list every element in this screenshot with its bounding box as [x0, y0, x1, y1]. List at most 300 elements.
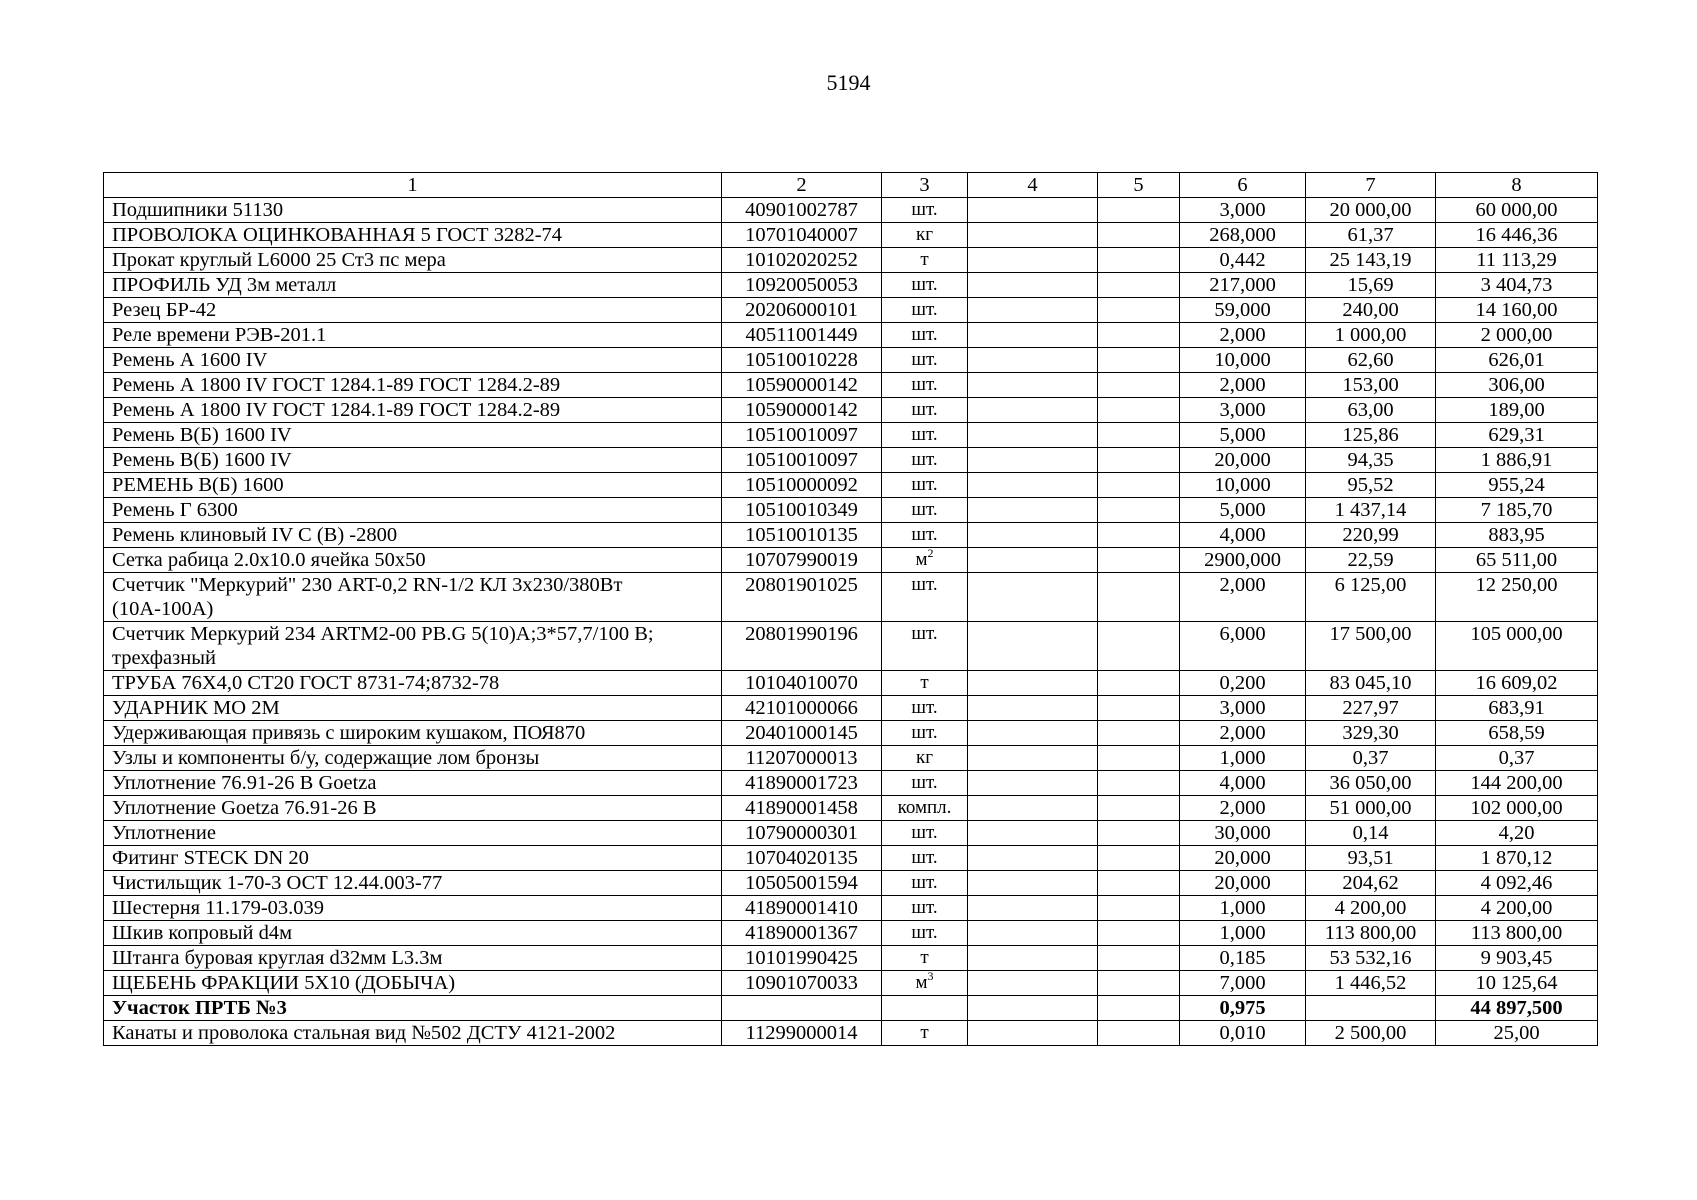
table-row [104, 796, 1598, 821]
column-header-6: 6 [1180, 173, 1306, 198]
item-col-5 [1098, 696, 1180, 721]
unit-base: м [915, 549, 928, 570]
item-sum: 955,24 [1436, 473, 1598, 498]
item-code: 20401000145 [722, 721, 882, 746]
item-name: Прокат круглый L6000 25 Ст3 пс мера [104, 248, 722, 273]
section-total-row [104, 996, 1598, 1021]
item-col-5 [1098, 398, 1180, 423]
table-row [104, 523, 1598, 548]
item-sum: 60 000,00 [1436, 198, 1598, 223]
item-quantity: 20,000 [1180, 448, 1306, 473]
item-sum: 102 000,00 [1436, 796, 1598, 821]
item-quantity: 0,010 [1180, 1021, 1306, 1046]
column-header-2: 2 [722, 173, 882, 198]
item-quantity: 20,000 [1180, 846, 1306, 871]
item-col-4 [968, 398, 1098, 423]
table-row [104, 323, 1598, 348]
item-code: 41890001458 [722, 796, 882, 821]
item-col-4 [968, 622, 1098, 671]
item-col-5 [1098, 323, 1180, 348]
item-sum: 10 125,64 [1436, 971, 1598, 996]
item-name: Резец БР-42 [104, 298, 722, 323]
item-price: 62,60 [1306, 348, 1436, 373]
items-table [103, 172, 1598, 1046]
item-quantity: 20,000 [1180, 871, 1306, 896]
item-price: 2 500,00 [1306, 1021, 1436, 1046]
item-col-4 [968, 348, 1098, 373]
item-code: 41890001723 [722, 771, 882, 796]
item-sum: 105 000,00 [1436, 622, 1598, 671]
item-col-5 [1098, 921, 1180, 946]
table-row [104, 771, 1598, 796]
item-col-4 [968, 871, 1098, 896]
item-name: Ремень В(Б) 1600 IV [104, 448, 722, 473]
item-price: 153,00 [1306, 373, 1436, 398]
item-code: 41890001367 [722, 921, 882, 946]
item-col-5 [1098, 846, 1180, 871]
item-price: 1 437,14 [1306, 498, 1436, 523]
item-sum: 144 200,00 [1436, 771, 1598, 796]
table-row [104, 821, 1598, 846]
item-col-4 [968, 921, 1098, 946]
item-code: 10510010135 [722, 523, 882, 548]
item-sum: 2 000,00 [1436, 323, 1598, 348]
item-unit: т [882, 248, 968, 273]
item-name: ПРОВОЛОКА ОЦИНКОВАННАЯ 5 ГОСТ 3282-74 [104, 223, 722, 248]
item-col-4 [968, 671, 1098, 696]
item-price: 1 000,00 [1306, 323, 1436, 348]
item-quantity: 5,000 [1180, 498, 1306, 523]
item-code: 20801990196 [722, 622, 882, 671]
item-price: 61,37 [1306, 223, 1436, 248]
item-price: 204,62 [1306, 871, 1436, 896]
item-unit: кг [882, 746, 968, 771]
item-col-5 [1098, 273, 1180, 298]
column-header-7: 7 [1306, 173, 1436, 198]
item-unit: шт. [882, 896, 968, 921]
table-row [104, 273, 1598, 298]
item-col-4 [968, 746, 1098, 771]
item-quantity: 268,000 [1180, 223, 1306, 248]
item-quantity: 3,000 [1180, 398, 1306, 423]
item-price: 93,51 [1306, 846, 1436, 871]
item-quantity: 1,000 [1180, 921, 1306, 946]
item-code: 10590000142 [722, 398, 882, 423]
item-name: Канаты и проволока стальная вид №502 ДСТУ 4121-2002 [104, 1021, 722, 1046]
item-price: 6 125,00 [1306, 573, 1436, 622]
item-sum: 1 870,12 [1436, 846, 1598, 871]
table-row [104, 298, 1598, 323]
item-col-5 [1098, 523, 1180, 548]
item-price: 51 000,00 [1306, 796, 1436, 821]
unit-exponent: 2 [927, 547, 934, 560]
item-price: 53 532,16 [1306, 946, 1436, 971]
item-name: Ремень А 1800 IV ГОСТ 1284.1-89 ГОСТ 1284.2-89 [104, 398, 722, 423]
item-col-5 [1098, 946, 1180, 971]
item-col-4 [968, 573, 1098, 622]
item-code: 10920050053 [722, 273, 882, 298]
item-name: Ремень Г 6300 [104, 498, 722, 523]
item-sum: 12 250,00 [1436, 573, 1598, 622]
item-code: 11299000014 [722, 1021, 882, 1046]
item-sum: 1 886,91 [1436, 448, 1598, 473]
item-name: Уплотнение 76.91-26 B Goetza [104, 771, 722, 796]
table-row [104, 548, 1598, 573]
item-quantity: 30,000 [1180, 821, 1306, 846]
item-quantity: 0,185 [1180, 946, 1306, 971]
item-quantity: 6,000 [1180, 622, 1306, 671]
item-name: Ремень А 1600 IV [104, 348, 722, 373]
item-code: 10701040007 [722, 223, 882, 248]
item-col-4 [968, 896, 1098, 921]
item-col-4 [968, 548, 1098, 573]
item-price: 125,86 [1306, 423, 1436, 448]
item-unit: шт. [882, 821, 968, 846]
item-unit: шт. [882, 198, 968, 223]
item-price: 36 050,00 [1306, 771, 1436, 796]
item-sum: 4 092,46 [1436, 871, 1598, 896]
item-name: Реле времени РЭВ-201.1 [104, 323, 722, 348]
item-unit: шт. [882, 771, 968, 796]
item-unit: шт. [882, 473, 968, 498]
table-row [104, 896, 1598, 921]
item-col-5 [1098, 971, 1180, 996]
item-price: 220,99 [1306, 523, 1436, 548]
item-col-4 [968, 423, 1098, 448]
item-col-5 [1098, 771, 1180, 796]
item-price: 1 446,52 [1306, 971, 1436, 996]
item-col-4 [968, 696, 1098, 721]
column-header-5: 5 [1098, 173, 1180, 198]
item-price: 95,52 [1306, 473, 1436, 498]
item-col-4 [968, 198, 1098, 223]
item-unit: шт. [882, 846, 968, 871]
item-col-4 [968, 223, 1098, 248]
item-name: Чистильщик 1-70-3 ОСТ 12.44.003-77 [104, 871, 722, 896]
item-unit: шт. [882, 871, 968, 896]
item-price: 83 045,10 [1306, 671, 1436, 696]
item-quantity: 10,000 [1180, 348, 1306, 373]
item-price: 329,30 [1306, 721, 1436, 746]
item-quantity: 4,000 [1180, 523, 1306, 548]
column-header-1: 1 [104, 173, 722, 198]
item-quantity: 0,442 [1180, 248, 1306, 273]
item-sum: 629,31 [1436, 423, 1598, 448]
item-quantity: 4,000 [1180, 771, 1306, 796]
item-price: 0,14 [1306, 821, 1436, 846]
item-unit: шт. [882, 523, 968, 548]
item-col-4 [968, 821, 1098, 846]
item-unit: т [882, 946, 968, 971]
item-sum: 683,91 [1436, 696, 1598, 721]
item-col-4 [968, 323, 1098, 348]
item-col-5 [1098, 573, 1180, 622]
item-unit: шт. [882, 298, 968, 323]
item-price: 240,00 [1306, 298, 1436, 323]
item-col-4 [968, 946, 1098, 971]
item-col-5 [1098, 498, 1180, 523]
item-quantity: 2,000 [1180, 373, 1306, 398]
item-sum: 113 800,00 [1436, 921, 1598, 946]
item-col-4 [968, 971, 1098, 996]
item-col-5 [1098, 348, 1180, 373]
item-sum: 0,37 [1436, 746, 1598, 771]
item-unit: шт. [882, 273, 968, 298]
item-sum: 16 609,02 [1436, 671, 1598, 696]
item-quantity: 1,000 [1180, 746, 1306, 771]
item-sum: 14 160,00 [1436, 298, 1598, 323]
item-name: Ремень клиновый IV С (В) -2800 [104, 523, 722, 548]
column-header-3: 3 [882, 173, 968, 198]
item-name: Участок ПРТБ №3 [104, 996, 722, 1021]
item-unit: шт. [882, 398, 968, 423]
table-row [104, 448, 1598, 473]
item-unit: шт. [882, 921, 968, 946]
item-code: 10505001594 [722, 871, 882, 896]
table-row [104, 473, 1598, 498]
item-col-4 [968, 1021, 1098, 1046]
item-price [1306, 996, 1436, 1021]
item-sum: 44 897,500 [1436, 996, 1598, 1021]
item-name: Подшипники 51130 [104, 198, 722, 223]
item-code: 10510000092 [722, 473, 882, 498]
item-sum: 25,00 [1436, 1021, 1598, 1046]
item-name: Ремень А 1800 IV ГОСТ 1284.1-89 ГОСТ 1284.2-89 [104, 373, 722, 398]
item-unit: т [882, 671, 968, 696]
table-row [104, 671, 1598, 696]
item-code: 10104010070 [722, 671, 882, 696]
item-code: 10707990019 [722, 548, 882, 573]
unit-base: м [915, 972, 928, 993]
item-name: Шкив копровый d4м [104, 921, 722, 946]
table-row [104, 223, 1598, 248]
item-col-5 [1098, 622, 1180, 671]
item-col-4 [968, 273, 1098, 298]
table-row [104, 871, 1598, 896]
table-row [104, 846, 1598, 871]
table-row [104, 721, 1598, 746]
item-sum: 16 446,36 [1436, 223, 1598, 248]
item-code: 40901002787 [722, 198, 882, 223]
item-name: Счетчик "Меркурий" 230 ART-0,2 RN-1/2 КЛ 3х230/380Вт (10А-100А) [104, 573, 722, 622]
item-quantity: 1,000 [1180, 896, 1306, 921]
item-col-4 [968, 498, 1098, 523]
item-sum: 65 511,00 [1436, 548, 1598, 573]
item-unit: шт. [882, 348, 968, 373]
page-number: 5194 [826, 70, 871, 95]
item-price: 15,69 [1306, 273, 1436, 298]
item-unit [882, 548, 968, 573]
item-unit: компл. [882, 796, 968, 821]
item-col-5 [1098, 746, 1180, 771]
item-price: 113 800,00 [1306, 921, 1436, 946]
item-unit: шт. [882, 622, 968, 671]
item-sum: 306,00 [1436, 373, 1598, 398]
item-name: Штанга буровая круглая d32мм L3.3м [104, 946, 722, 971]
item-unit: шт. [882, 573, 968, 622]
table-header-row [104, 173, 1598, 198]
item-sum: 883,95 [1436, 523, 1598, 548]
item-unit: шт. [882, 498, 968, 523]
item-sum: 658,59 [1436, 721, 1598, 746]
item-unit: кг [882, 223, 968, 248]
item-col-5 [1098, 248, 1180, 273]
table-row [104, 696, 1598, 721]
item-quantity: 2900,000 [1180, 548, 1306, 573]
item-unit: шт. [882, 696, 968, 721]
column-header-4: 4 [968, 173, 1098, 198]
item-code: 10101990425 [722, 946, 882, 971]
item-quantity: 3,000 [1180, 696, 1306, 721]
item-col-4 [968, 771, 1098, 796]
table-row [104, 498, 1598, 523]
item-unit: шт. [882, 323, 968, 348]
item-code: 40511001449 [722, 323, 882, 348]
item-sum: 9 903,45 [1436, 946, 1598, 971]
item-col-4 [968, 721, 1098, 746]
table-row [104, 971, 1598, 996]
item-col-5 [1098, 448, 1180, 473]
item-col-4 [968, 298, 1098, 323]
item-col-5 [1098, 423, 1180, 448]
table-row [104, 921, 1598, 946]
item-sum: 3 404,73 [1436, 273, 1598, 298]
item-name: Удерживающая привязь с широким кушаком, ПОЯ870 [104, 721, 722, 746]
item-name: Уплотнение [104, 821, 722, 846]
item-sum: 189,00 [1436, 398, 1598, 423]
item-quantity: 3,000 [1180, 198, 1306, 223]
item-col-5 [1098, 896, 1180, 921]
item-quantity: 5,000 [1180, 423, 1306, 448]
item-name: УДАРНИК МО 2М [104, 696, 722, 721]
item-name: ЩЕБЕНЬ ФРАКЦИИ 5Х10 (ДОБЫЧА) [104, 971, 722, 996]
table-row [104, 946, 1598, 971]
item-quantity: 0,975 [1180, 996, 1306, 1021]
item-sum: 4,20 [1436, 821, 1598, 846]
item-code: 10510010097 [722, 448, 882, 473]
item-unit: шт. [882, 721, 968, 746]
item-col-4 [968, 996, 1098, 1021]
item-col-5 [1098, 198, 1180, 223]
item-price: 94,35 [1306, 448, 1436, 473]
item-price: 17 500,00 [1306, 622, 1436, 671]
item-quantity: 217,000 [1180, 273, 1306, 298]
table-row [104, 348, 1598, 373]
item-name: Фитинг STECK DN 20 [104, 846, 722, 871]
item-quantity: 59,000 [1180, 298, 1306, 323]
item-name: Ремень В(Б) 1600 IV [104, 423, 722, 448]
item-unit: шт. [882, 448, 968, 473]
item-name: Узлы и компоненты б/у, содержащие лом бронзы [104, 746, 722, 771]
item-price: 0,37 [1306, 746, 1436, 771]
item-unit: т [882, 1021, 968, 1046]
table-row [104, 373, 1598, 398]
item-quantity: 2,000 [1180, 796, 1306, 821]
item-unit [882, 971, 968, 996]
item-sum: 626,01 [1436, 348, 1598, 373]
item-col-5 [1098, 223, 1180, 248]
table-row [104, 248, 1598, 273]
table-row [104, 573, 1598, 622]
item-code: 20206000101 [722, 298, 882, 323]
item-sum: 7 185,70 [1436, 498, 1598, 523]
item-sum: 4 200,00 [1436, 896, 1598, 921]
item-col-4 [968, 846, 1098, 871]
item-code [722, 996, 882, 1021]
item-code: 10901070033 [722, 971, 882, 996]
item-col-5 [1098, 373, 1180, 398]
item-code: 10510010097 [722, 423, 882, 448]
item-col-5 [1098, 671, 1180, 696]
item-name: ТРУБА 76Х4,0 СТ20 ГОСТ 8731-74;8732-78 [104, 671, 722, 696]
item-col-4 [968, 796, 1098, 821]
item-price: 227,97 [1306, 696, 1436, 721]
item-sum: 11 113,29 [1436, 248, 1598, 273]
item-col-5 [1098, 548, 1180, 573]
item-price: 4 200,00 [1306, 896, 1436, 921]
item-name: РЕМЕНЬ В(Б) 1600 [104, 473, 722, 498]
item-col-5 [1098, 473, 1180, 498]
item-name: ПРОФИЛЬ УД 3м металл [104, 273, 722, 298]
item-price: 22,59 [1306, 548, 1436, 573]
item-col-5 [1098, 996, 1180, 1021]
item-code: 10790000301 [722, 821, 882, 846]
item-code: 20801901025 [722, 573, 882, 622]
item-quantity: 10,000 [1180, 473, 1306, 498]
item-price: 20 000,00 [1306, 198, 1436, 223]
item-quantity: 7,000 [1180, 971, 1306, 996]
item-code: 10510010228 [722, 348, 882, 373]
table-row [104, 398, 1598, 423]
item-col-5 [1098, 721, 1180, 746]
item-price: 63,00 [1306, 398, 1436, 423]
item-quantity: 2,000 [1180, 721, 1306, 746]
item-name: Уплотнение Goetza 76.91-26 B [104, 796, 722, 821]
item-name: Счетчик Меркурий 234 ARTM2-00 PB.G 5(10)A;3*57,7/100 B; трехфазный [104, 622, 722, 671]
item-code: 42101000066 [722, 696, 882, 721]
table-row [104, 198, 1598, 223]
item-name: Сетка рабица 2.0х10.0 ячейка 50х50 [104, 548, 722, 573]
item-col-5 [1098, 871, 1180, 896]
item-code: 10102020252 [722, 248, 882, 273]
item-code: 10590000142 [722, 373, 882, 398]
item-col-5 [1098, 298, 1180, 323]
table-row [104, 746, 1598, 771]
item-unit: шт. [882, 373, 968, 398]
item-name: Шестерня 11.179-03.039 [104, 896, 722, 921]
item-price: 25 143,19 [1306, 248, 1436, 273]
item-unit [882, 996, 968, 1021]
item-code: 41890001410 [722, 896, 882, 921]
table-row [104, 1021, 1598, 1046]
item-code: 10704020135 [722, 846, 882, 871]
item-col-5 [1098, 796, 1180, 821]
item-code: 11207000013 [722, 746, 882, 771]
item-col-4 [968, 473, 1098, 498]
table-row [104, 622, 1598, 671]
column-header-8: 8 [1436, 173, 1598, 198]
item-col-4 [968, 523, 1098, 548]
item-quantity: 2,000 [1180, 323, 1306, 348]
item-col-5 [1098, 1021, 1180, 1046]
item-quantity: 0,200 [1180, 671, 1306, 696]
table-row [104, 423, 1598, 448]
item-col-4 [968, 373, 1098, 398]
item-unit: шт. [882, 423, 968, 448]
item-col-5 [1098, 821, 1180, 846]
item-col-4 [968, 448, 1098, 473]
unit-exponent: 3 [927, 970, 934, 983]
